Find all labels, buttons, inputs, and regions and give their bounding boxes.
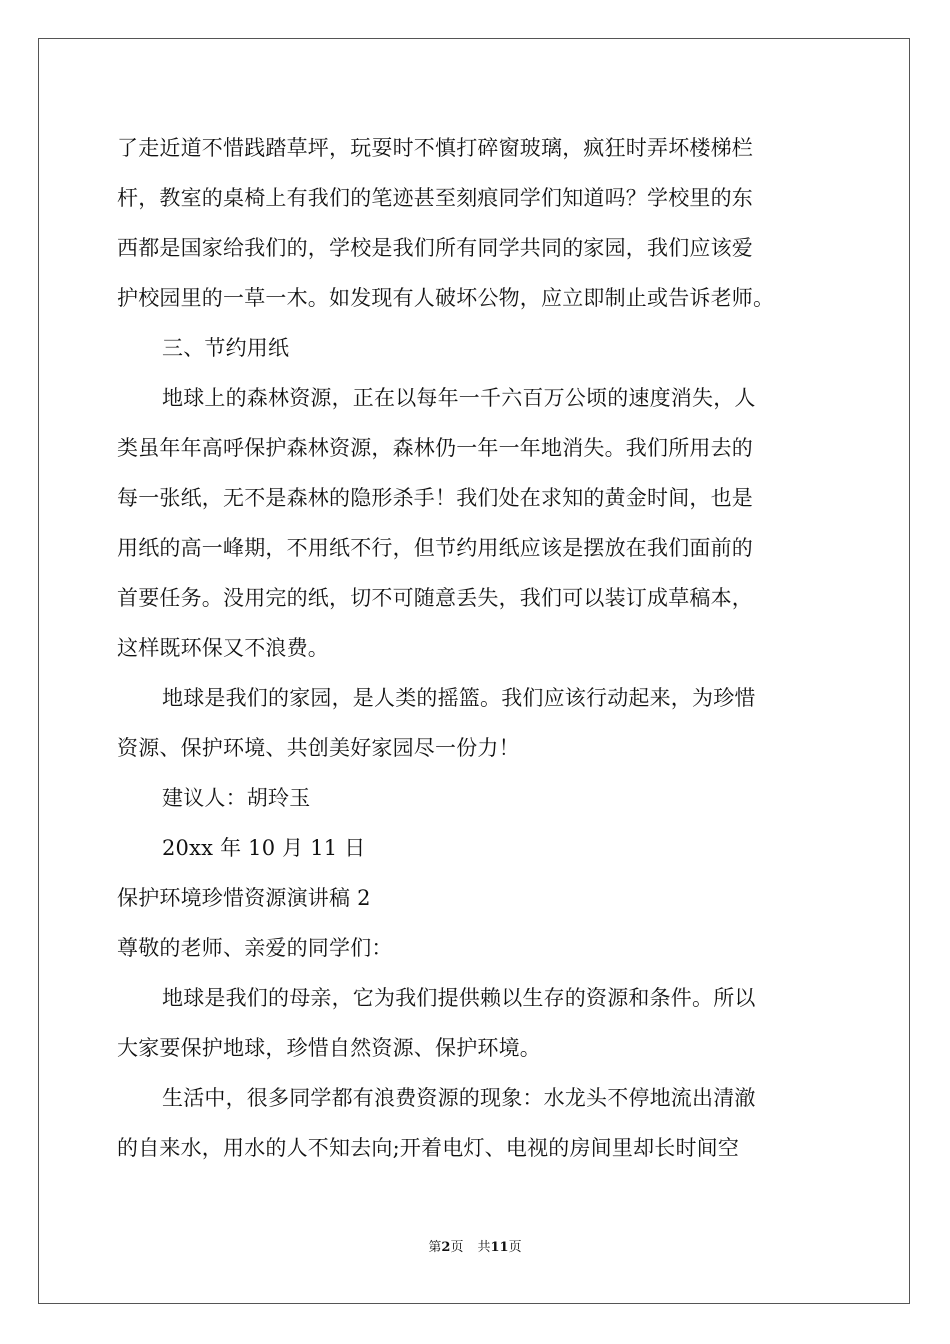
text-line: 杆，教室的桌椅上有我们的笔迹甚至刻痕同学们知道吗？学校里的东	[117, 186, 753, 210]
date-line: 20xx 年 10 月 11 日	[162, 836, 366, 860]
text-line: 了走近道不惜践踏草坪，玩耍时不慎打碎窗玻璃，疯狂时弄坏楼梯栏	[117, 136, 753, 160]
text-line: 首要任务。没用完的纸，切不可随意丢失，我们可以装订成草稿本，	[117, 586, 753, 610]
text-line: 的自来水，用水的人不知去向;开着电灯、电视的房间里却长时间空	[117, 1136, 740, 1160]
speech-title: 保护环境珍惜资源演讲稿 2	[117, 886, 371, 910]
text-line: 类虽年年高呼保护森林资源，森林仍一年一年地消失。我们所用去的	[117, 436, 753, 460]
salutation: 尊敬的老师、亲爱的同学们：	[117, 936, 393, 960]
text-line: 资源、保护环境、共创美好家园尽一份力！	[117, 736, 520, 760]
footer-total-prefix: 共	[477, 1240, 491, 1255]
footer-page-prefix: 第	[428, 1240, 442, 1255]
text-line: 每一张纸，无不是森林的隐形杀手！我们处在求知的黄金时间，也是	[117, 486, 753, 510]
text-line: 地球是我们的母亲，它为我们提供赖以生存的资源和条件。所以	[162, 986, 756, 1010]
text-line: 生活中，很多同学都有浪费资源的现象：水龙头不停地流出清澈	[162, 1086, 756, 1110]
footer-page-current: 2	[441, 1240, 451, 1255]
footer-page-unit: 页	[450, 1240, 464, 1255]
text-line: 大家要保护地球，珍惜自然资源、保护环境。	[117, 1036, 541, 1060]
text-line: 西都是国家给我们的，学校是我们所有同学共同的家园，我们应该爱	[117, 236, 753, 260]
footer-page-total: 11	[490, 1240, 509, 1255]
page-footer	[0, 1238, 950, 1258]
section-heading: 三、节约用纸	[162, 336, 290, 360]
text-line: 地球上的森林资源，正在以每年一千六百万公顷的速度消失，人	[162, 386, 756, 410]
text-line: 这样既环保又不浪费。	[117, 636, 329, 660]
footer-total-unit: 页	[508, 1240, 522, 1255]
signature-line: 建议人：胡玲玉	[162, 786, 311, 810]
text-line: 护校园里的一草一木。如发现有人破坏公物，应立即制止或告诉老师。	[117, 286, 775, 310]
text-line: 地球是我们的家园，是人类的摇篮。我们应该行动起来，为珍惜	[162, 686, 756, 710]
text-line: 用纸的高一峰期，不用纸不行，但节约用纸应该是摆放在我们面前的	[117, 536, 753, 560]
